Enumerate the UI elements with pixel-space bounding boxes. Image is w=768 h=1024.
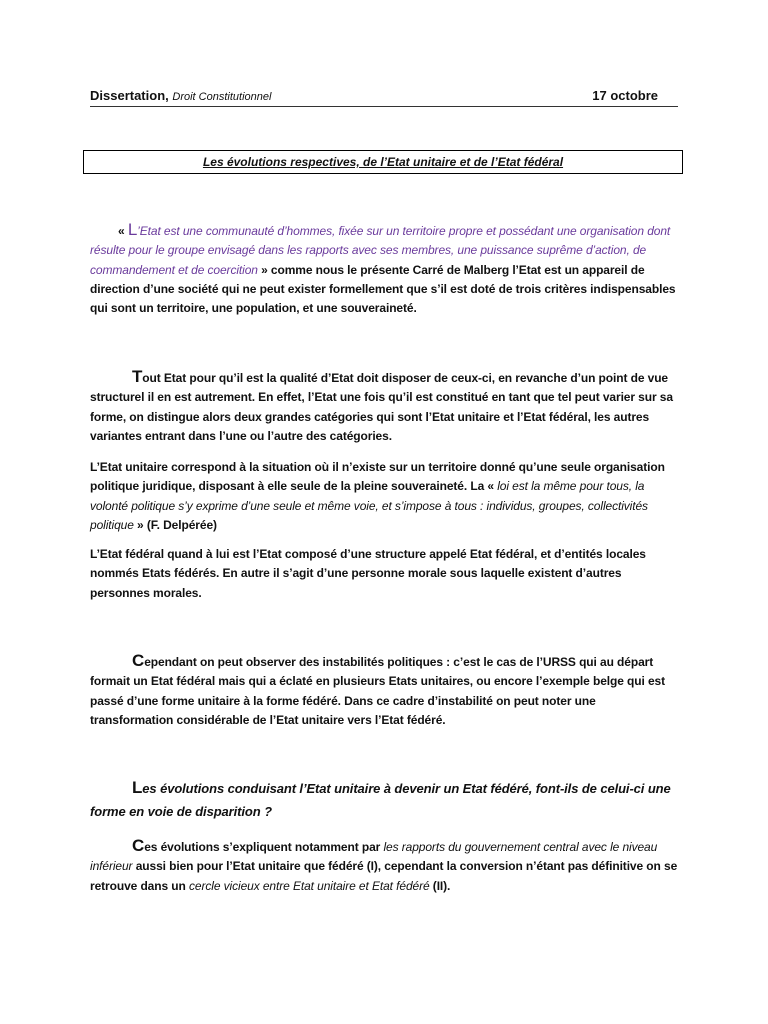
drop-cap: C	[132, 651, 145, 670]
paragraph-intro	[90, 220, 682, 318]
header-title	[90, 86, 271, 107]
header-title-text: Dissertation,	[90, 88, 169, 103]
plan-part-one: les rapports du gouvernement central avec le niveau inférieur	[90, 840, 658, 874]
question-text: es évolutions conduisant l’Etat unitaire à devenir un Etat fédéré, font-ils de celui-ci une forme en voie de disparition ?	[90, 781, 671, 819]
header-date: 17 octobre	[592, 88, 658, 103]
citation-source: » (F. Delpérée)	[133, 517, 217, 532]
paragraph-instability	[90, 651, 682, 730]
paragraph-forms	[90, 367, 682, 446]
problematic-question	[90, 776, 682, 823]
paragraph-text: » comme nous le présente Carré de Malberg l’Etat est un appareil de direction d’une société qui ne peut exister formellement que s’il est doté de trois critères indispensables qui sont un territoire, une population, et une souveraineté.	[90, 262, 676, 316]
drop-cap: C	[132, 836, 145, 855]
delperee-quote: loi est la même pour tous, la volonté politique s’y exprime d’une seule et même voie, et s’impose à tous : individus, groupes, collectivités politique	[90, 479, 648, 532]
paragraph-unitary	[90, 458, 682, 535]
paragraph-federal	[90, 545, 682, 603]
plan-text-a: es évolutions s’expliquent notamment par	[144, 840, 384, 854]
quote-open: «	[118, 224, 128, 238]
paragraph-text: L’Etat fédéral quand à lui est l’Etat composé d’une structure appelé Etat fédéral, et d’entités locales nommés Etats fédérés. En autre il s’agit d’une personne morale sous laquelle existent d’autres personnes morales.	[90, 547, 646, 600]
paragraph-plan	[90, 836, 682, 896]
malberg-quote: ’Etat est une communauté d’hommes, fixée sur un territoire propre et possédant une organisation dont résulte pour le groupe envisagé dans les rapports avec ses membres, une puissance suprême d’action, de commandement et de coercition	[90, 224, 671, 277]
paragraph-text: L’Etat unitaire correspond à la situation où il n’existe sur un territoire donné qu’une seule organisation politique juridique, disposant à elle seule de la pleine souveraineté. La «	[90, 460, 665, 494]
plan-text-e: (II).	[429, 878, 451, 893]
drop-cap: T	[132, 367, 143, 386]
paragraph-text: out Etat pour qu’il est la qualité d’Etat doit disposer de ceux-ci, en revanche d’un point de vue structurel il en est autrement. En effet, l’Etat une fois qu’il est constitué en tant que tel peut varier sur sa forme, on distingue alors deux grandes catégories qui sont l’Etat unitaire et l’Etat fédéral, les autres variantes entrant dans l’une ou l’autre des catégories.	[90, 371, 673, 443]
page-header	[90, 86, 678, 107]
plan-part-two: cercle vicieux entre Etat unitaire et Etat fédéré	[189, 878, 430, 893]
document-title: Les évolutions respectives, de l’Etat unitaire et de l’Etat fédéral	[83, 150, 683, 174]
paragraph-text: ependant on peut observer des instabilités politiques : c’est le cas de l’URSS qui au départ formait un Etat fédéral mais qui a éclaté en plusieurs Etats unitaires, ou encore l’exemple belge qui est passé d’une forme unitaire à la forme fédéré. Dans ce cadre d’instabilité on peut noter une transformation considérable de l’Etat unitaire vers l’Etat fédéré.	[90, 655, 666, 727]
plan-text-c: aussi bien pour l’Etat unitaire que fédéré (I), cependant la conversion n’étant pas définitive on se retrouve dans un	[90, 859, 678, 893]
drop-cap: L	[127, 220, 138, 239]
drop-cap: L	[132, 778, 143, 797]
header-subject: Droit Constitutionnel	[172, 91, 272, 103]
